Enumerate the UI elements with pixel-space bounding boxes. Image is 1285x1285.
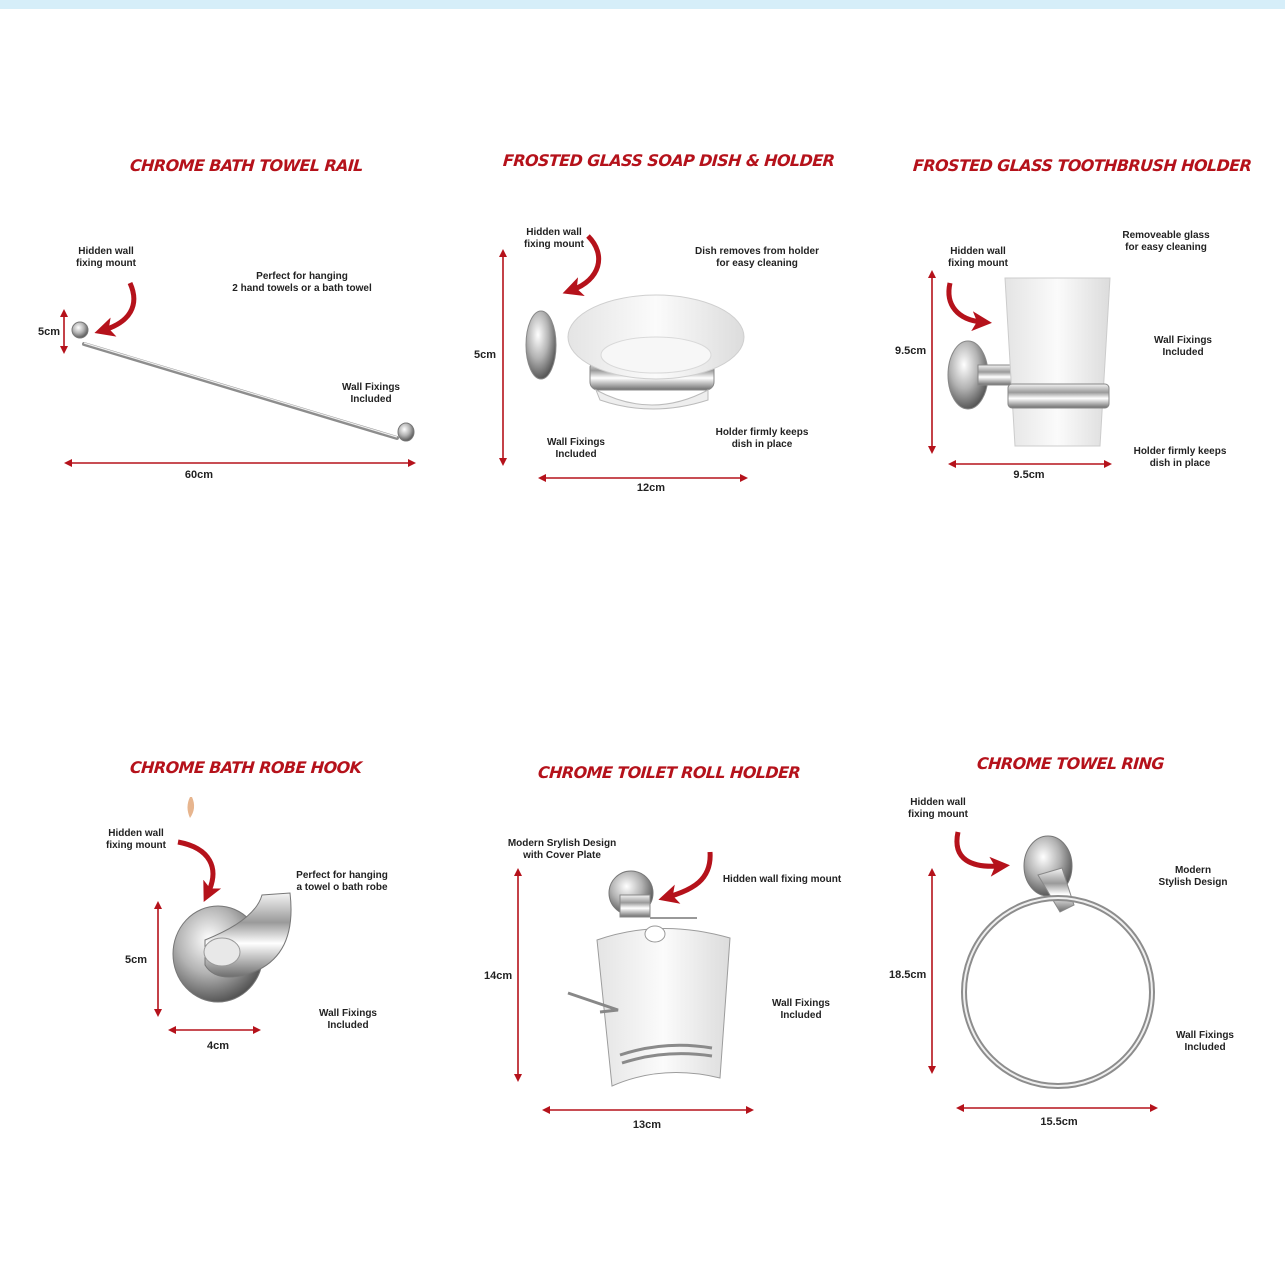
note-wall-fixings: Wall Fixings Included — [319, 1008, 377, 1031]
note-modern-design: Modern Srylish Design with Cover Plate — [507, 838, 617, 861]
dimension-height: 14cm — [484, 970, 513, 982]
note-wall-fixings: Wall Fixings Included — [342, 382, 400, 405]
dimension-height: 5cm — [38, 326, 61, 338]
dimension-width: 15.5cm — [1040, 1116, 1078, 1128]
note-hidden-wall-mount: Hidden wall fixing mount — [76, 246, 136, 269]
toilet-roll-holder-illustration — [568, 871, 730, 1086]
dimension-height: 5cm — [474, 349, 497, 361]
note-hidden-wall-mount: Hidden wall fixing mount — [106, 828, 166, 851]
product-title-toothbrush-holder: FROSTED GLASS TOOTHBRUSH HOLDER — [912, 156, 1253, 175]
note-hidden-wall-mount: Hidden wall fixing mount — [948, 246, 1008, 269]
note-holder-keeps-dish: Holder firmly keeps dish in place — [1133, 446, 1227, 469]
note-hanging-capacity: Perfect for hanging a towel o bath robe — [296, 870, 388, 893]
note-holder-keeps-dish: Holder firmly keeps dish in place — [715, 427, 809, 450]
dimension-height: 9.5cm — [895, 345, 927, 357]
note-hidden-wall-mount: Hidden wall fixing mount — [722, 874, 842, 885]
soap-dish-illustration — [526, 295, 744, 409]
robe-hook-illustration — [173, 797, 291, 1002]
towel-rail-dimensions — [64, 283, 412, 463]
note-modern-design: Modern Stylish Design — [1158, 865, 1228, 888]
note-wall-fixings: Wall Fixings Included — [1154, 335, 1212, 358]
note-removable-glass: Removeable glass for easy cleaning — [1122, 230, 1210, 253]
dimension-width: 4cm — [206, 1040, 230, 1052]
note-dish-removable: Dish removes from holder for easy cleaning — [695, 246, 819, 269]
product-title-towel-rail: CHROME BATH TOWEL RAIL — [129, 156, 364, 175]
note-hidden-wall-mount: Hidden wall fixing mount — [908, 797, 968, 820]
dimension-height: 18.5cm — [889, 969, 927, 981]
note-hanging-capacity: Perfect for hanging 2 hand towels or a bath towel — [232, 271, 372, 294]
dimension-width: 9.5cm — [1013, 469, 1045, 481]
dimension-width: 60cm — [184, 469, 214, 481]
toothbrush-holder-illustration — [948, 278, 1110, 446]
dimension-width: 13cm — [632, 1119, 662, 1131]
dimension-width: 12cm — [636, 482, 666, 494]
product-title-towel-ring: CHROME TOWEL RING — [976, 754, 1165, 773]
note-wall-fixings: Wall Fixings Included — [1176, 1030, 1234, 1053]
note-wall-fixings: Wall Fixings Included — [547, 437, 605, 460]
product-title-soap-dish: FROSTED GLASS SOAP DISH & HOLDER — [502, 151, 836, 170]
product-title-toilet-roll-holder: CHROME TOILET ROLL HOLDER — [537, 763, 801, 782]
note-hidden-wall-mount: Hidden wall fixing mount — [524, 227, 584, 250]
product-title-robe-hook: CHROME BATH ROBE HOOK — [129, 758, 363, 777]
note-wall-fixings: Wall Fixings Included — [772, 998, 830, 1021]
dimension-height: 5cm — [125, 954, 148, 966]
towel-ring-illustration — [964, 836, 1152, 1086]
